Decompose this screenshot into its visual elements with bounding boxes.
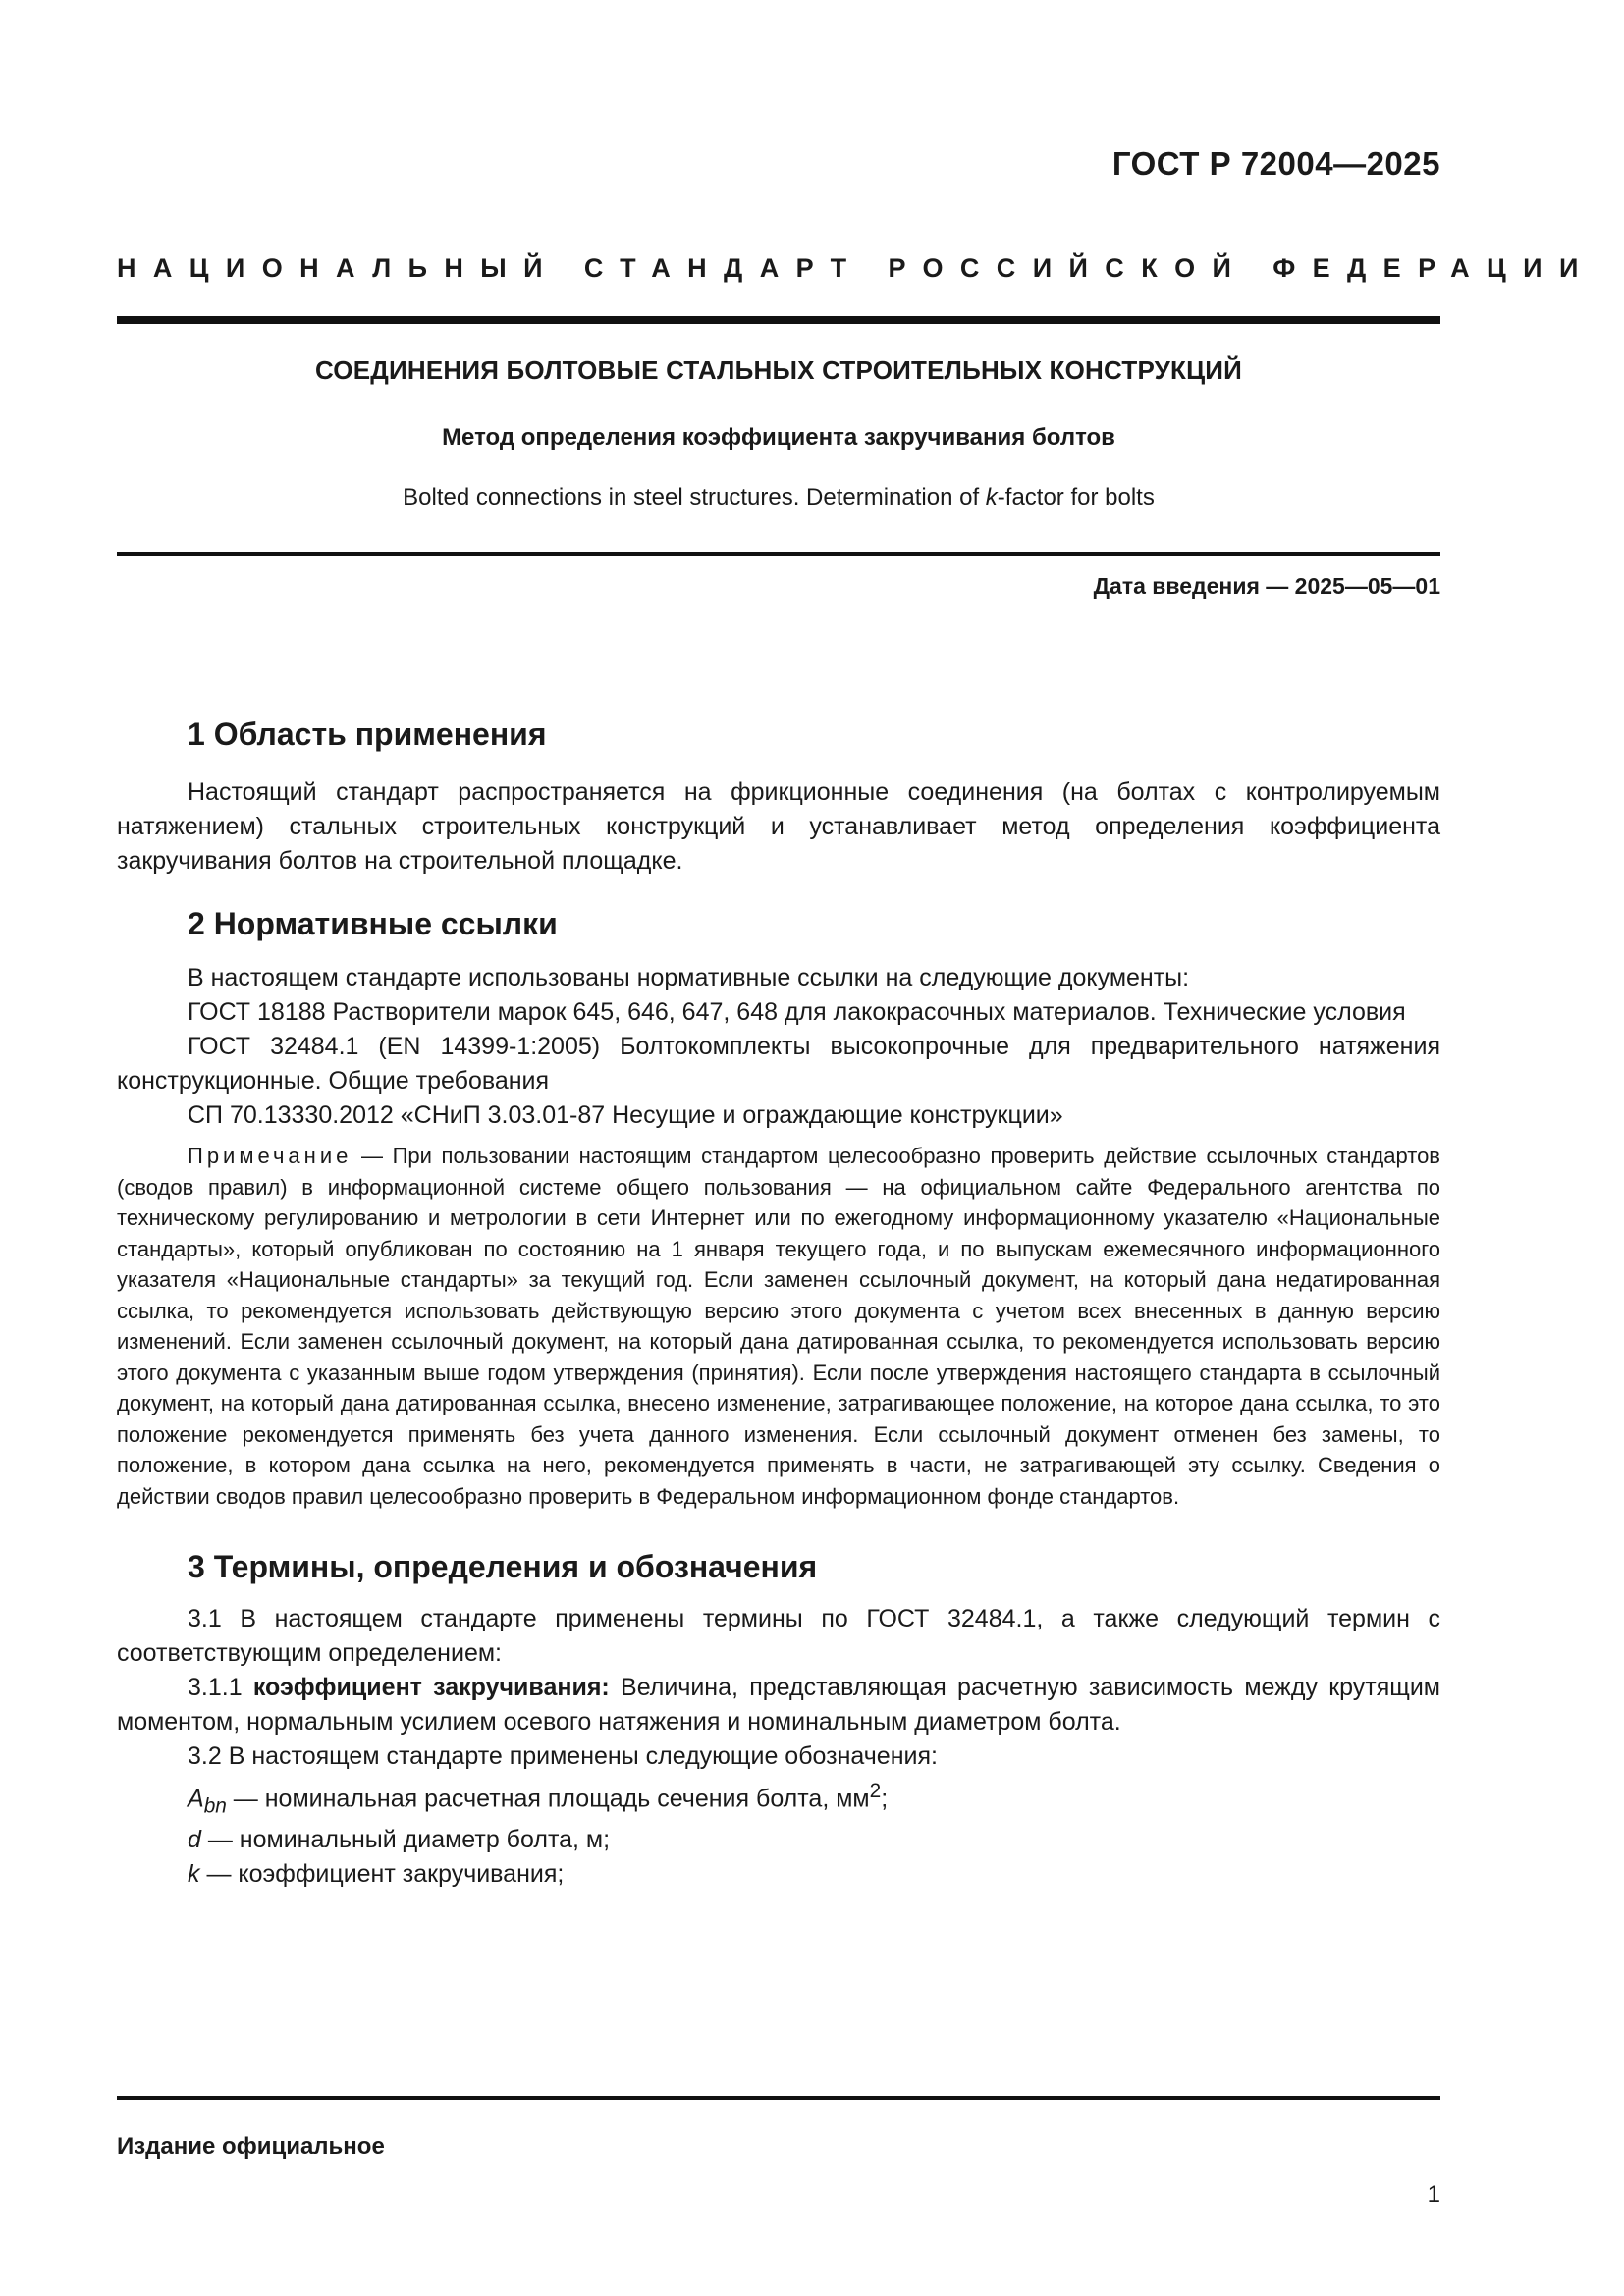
symbol-description: — номинальный диаметр болта, м; — [200, 1826, 611, 1854]
introduction-date: Дата введения — 2025—05—01 — [1093, 573, 1440, 599]
section-1-text: Настоящий стандарт распространяется на фрикционные соединения (на болтах с контролируемым натяжением) стальных строительных конструкций и устанавливает метод определения коэффициента закручивания болтов на строительной площадке. — [117, 778, 1440, 875]
unit-superscript: 2 — [869, 1780, 882, 1802]
standard-subtitle: Метод определения коэффициента закручивания болтов — [442, 424, 1115, 451]
clause-3-1-1 — [117, 1671, 1440, 1739]
symbol: d — [188, 1826, 201, 1854]
clause-3-2: 3.2 В настоящем стандарте применены следующие обозначения: — [188, 1742, 938, 1770]
clause-3-1-1-number: 3.1.1 — [188, 1674, 253, 1701]
symbol-tail: ; — [881, 1785, 889, 1813]
term-definition: Величина, представляющая расчетную зависимость между крутящим моментом, нормальным усилием осевого натяжения и номинальным диаметром болта. — [117, 1674, 1440, 1735]
english-title — [117, 484, 1440, 511]
official-edition-label: Издание официальное — [117, 2133, 385, 2160]
symbol-item — [117, 1823, 1440, 1857]
reference-item: ГОСТ 32484.1 (EN 14399-1:2005) Болтокомплекты высокопрочные для предварительного натяжения конструкционные. Общие требования — [117, 1033, 1440, 1095]
footer-rule — [117, 2096, 1440, 2100]
symbol: k — [188, 1860, 200, 1889]
section-3-heading: 3 Термины, определения и обозначения — [188, 1549, 818, 1584]
header-rule — [117, 316, 1440, 324]
term-name: коэффициент закручивания: — [252, 1674, 610, 1701]
symbol-item — [117, 1774, 1440, 1823]
document-body — [117, 715, 1440, 1892]
reference-item: ГОСТ 18188 Растворители марок 645, 646, 647, 648 для лакокрасочных материалов. Технические условия — [188, 998, 1406, 1026]
english-title-end: -factor for bolts — [997, 484, 1155, 510]
symbol-description: — номинальная расчетная площадь сечения болта, мм — [226, 1785, 870, 1813]
symbol-subscript: bn — [203, 1794, 227, 1818]
clause-3-1: 3.1 В настоящем стандарте применены термины по ГОСТ 32484.1, а также следующий термин с соответствующим определением: — [117, 1605, 1440, 1667]
standard-title: СОЕДИНЕНИЯ БОЛТОВЫЕ СТАЛЬНЫХ СТРОИТЕЛЬНЫХ КОНСТРУКЦИЙ — [314, 355, 1243, 385]
page-number: 1 — [1427, 2181, 1440, 2208]
english-title-start: Bolted connections in steel structures. Determination of — [403, 484, 986, 510]
national-standard-banner: НАЦИОНАЛЬНЫЙ СТАНДАРТ РОССИЙСКОЙ ФЕДЕРАЦИИ — [117, 253, 1596, 283]
section-2-heading: 2 Нормативные ссылки — [188, 906, 558, 941]
note-label: Примечание — [188, 1144, 352, 1168]
section-1-heading: 1 Область применения — [188, 717, 547, 752]
english-title-italic: k — [985, 484, 998, 510]
references-note — [117, 1141, 1440, 1512]
references-intro: В настоящем стандарте использованы нормативные ссылки на следующие документы: — [188, 964, 1190, 991]
symbol: A — [188, 1785, 204, 1813]
title-rule — [117, 552, 1440, 556]
symbol-description: — коэффициент закручивания; — [199, 1860, 565, 1889]
gost-number: ГОСТ Р 72004—2025 — [1111, 145, 1440, 182]
note-text: — При пользовании настоящим стандартом целесообразно проверить действие ссылочных стандартов (сводов правил) в информационной системе общего пользования — на официальном сайте Федерального агентства по техническому регулированию и метрологии в сети Интернет или по ежегодному информационному указателю «Национальные стандарты», который опубликован по состоянию на 1 января текущего года, и по выпускам ежемесячного информационного указателя «Национальные стандарты» за текущий год. Если заменен ссылочный документ, на который дана недатированная ссылка, то рекомендуется использовать действующую версию этого документа с учетом всех внесенных в данную версию изменений. Если заменен ссылочный документ, на который дана датированная ссылка, то рекомендуется использовать версию этого документа с указанным выше годом утверждения (принятия). Если после утверждения настоящего стандарта в ссылочный документ, на который дана датированная ссылка, внесено изменение, затрагивающее положение, на которое дана ссылка, то это положение рекомендуется применять без учета данного изменения. Если ссылочный документ отменен без замены, то положение, в котором дана ссылка на него, рекомендуется применять в части, не затрагивающей эту ссылку. Сведения о действии сводов правил целесообразно проверить в Федеральном информационном фонде стандартов. — [117, 1144, 1440, 1509]
reference-item: СП 70.13330.2012 «СНиП 3.03.01-87 Несущие и ограждающие конструкции» — [188, 1101, 1063, 1129]
symbol-item — [117, 1857, 1440, 1892]
